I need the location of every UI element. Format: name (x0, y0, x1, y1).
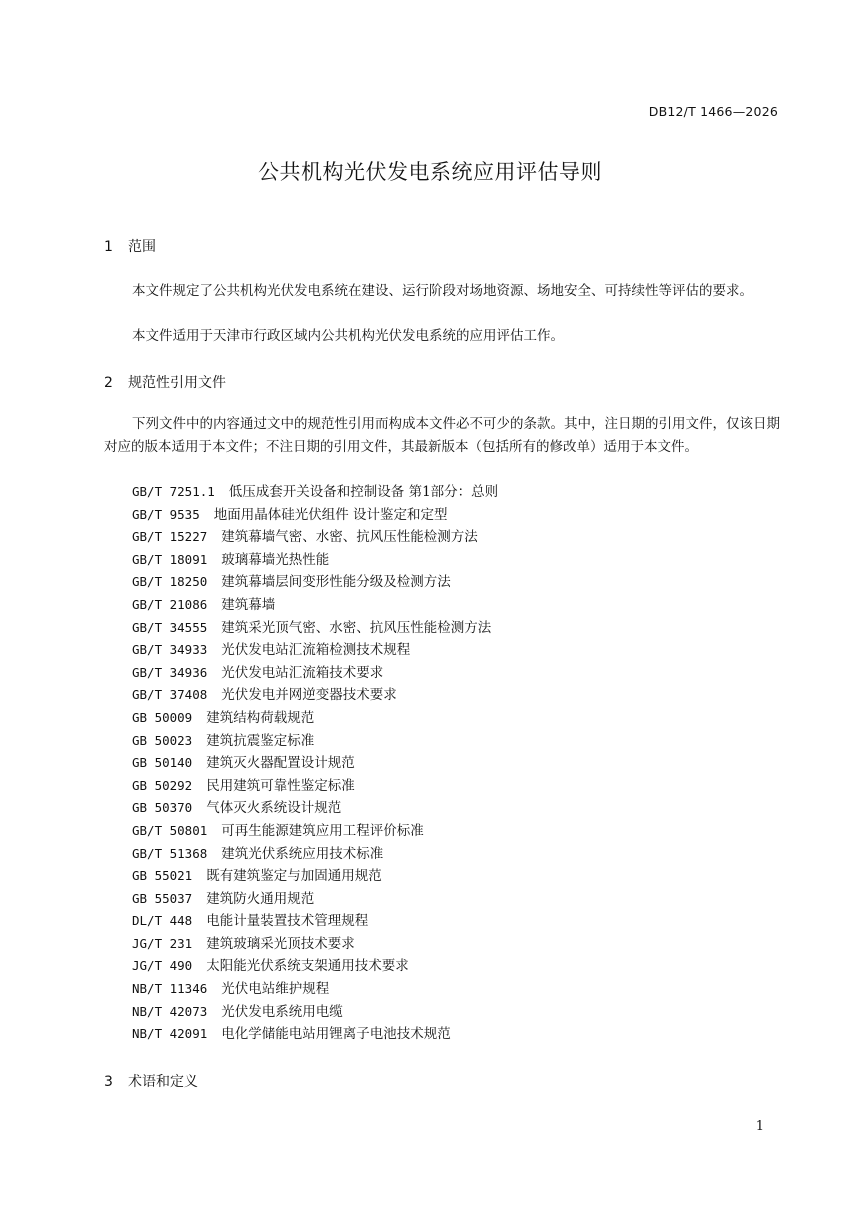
reference-title: 气体灭火系统设计规范 (206, 800, 342, 817)
reference-code: GB/T 34933 (132, 642, 208, 658)
reference-title: 地面用晶体硅光伏组件 设计鉴定和定型 (213, 506, 448, 523)
section-title: 规范性引用文件 (128, 375, 226, 391)
reference-item (132, 955, 498, 978)
reference-code: GB/T 9535 (132, 506, 200, 522)
reference-item (132, 1023, 498, 1046)
reference-code: NB/T 42091 (132, 1026, 208, 1042)
reference-title: 电能计量装置技术管理规程 (206, 913, 369, 930)
reference-item (132, 594, 498, 617)
reference-title: 民用建筑可靠性鉴定标准 (206, 777, 355, 794)
reference-code: GB/T 51368 (132, 845, 208, 861)
reference-code: GB 55037 (132, 890, 193, 906)
reference-code: GB/T 18091 (132, 551, 208, 567)
reference-code: GB/T 15227 (132, 529, 208, 545)
reference-code: GB/T 7251.1 (132, 484, 215, 499)
reference-code: GB/T 34936 (132, 664, 208, 680)
reference-item (132, 978, 498, 1001)
reference-code: GB/T 18250 (132, 574, 208, 590)
section-number: 2 (104, 375, 113, 391)
section-title: 术语和定义 (128, 1074, 198, 1090)
reference-item (132, 797, 498, 820)
reference-item (132, 639, 498, 662)
reference-code: GB 50009 (132, 709, 193, 725)
reference-title: 建筑防火通用规范 (206, 890, 315, 907)
reference-code: GB 50023 (132, 732, 193, 748)
reference-title: 建筑结构荷载规范 (206, 709, 315, 726)
reference-item (132, 910, 498, 933)
reference-title: 光伏电站维护规程 (221, 981, 330, 998)
reference-title: 既有建筑鉴定与加固通用规范 (206, 868, 382, 885)
section-heading-terms (104, 1071, 198, 1091)
reference-title: 电化学储能电站用锂离子电池技术规范 (221, 1026, 451, 1043)
document-code: DB12/T 1466—2026 (648, 104, 778, 119)
reference-list (132, 481, 498, 1046)
reference-item (132, 684, 498, 707)
reference-item (132, 504, 498, 527)
scope-paragraph-2: 本文件适用于天津市行政区域内公共机构光伏发电系统的应用评估工作。 (132, 328, 564, 344)
reference-code: JG/T 231 (132, 935, 193, 951)
reference-item (132, 865, 498, 888)
reference-item (132, 775, 498, 798)
reference-title: 建筑光伏系统应用技术标准 (221, 845, 384, 862)
reference-item (132, 730, 498, 753)
scope-paragraph-1: 本文件规定了公共机构光伏发电系统在建设、运行阶段对场地资源、场地安全、可持续性等评估的要求。 (132, 283, 753, 299)
reference-item (132, 662, 498, 685)
reference-code: GB/T 34555 (132, 619, 208, 635)
reference-item (132, 820, 498, 843)
reference-title: 建筑抗震鉴定标准 (206, 732, 315, 749)
reference-title: 可再生能源建筑应用工程评价标准 (221, 822, 424, 839)
reference-item (132, 571, 498, 594)
reference-title: 建筑幕墙气密、水密、抗风压性能检测方法 (221, 529, 478, 546)
reference-item (132, 888, 498, 911)
reference-code: GB/T 37408 (132, 687, 208, 703)
reference-title: 光伏发电系统用电缆 (221, 1003, 343, 1020)
reference-code: GB 55021 (132, 868, 193, 884)
reference-title: 光伏发电站汇流箱检测技术规程 (221, 642, 411, 659)
reference-code: JG/T 490 (132, 958, 193, 974)
reference-item (132, 933, 498, 956)
reference-code: GB/T 21086 (132, 596, 208, 612)
reference-item (132, 526, 498, 549)
reference-code: GB/T 50801 (132, 822, 208, 838)
reference-title: 玻璃幕墙光热性能 (221, 551, 330, 568)
section-heading-normative-references (104, 372, 226, 392)
reference-item (132, 843, 498, 866)
reference-item (132, 707, 498, 730)
section-heading-scope (104, 236, 156, 256)
reference-code: GB 50292 (132, 777, 193, 793)
reference-code: GB 50370 (132, 800, 193, 816)
reference-code: NB/T 11346 (132, 981, 208, 997)
reference-code: DL/T 448 (132, 913, 193, 929)
reference-title: 低压成套开关设备和控制设备 第1部分：总则 (228, 484, 499, 500)
reference-title: 光伏发电并网逆变器技术要求 (221, 687, 397, 704)
document-title: 公共机构光伏发电系统应用评估导则 (258, 160, 602, 184)
reference-code: NB/T 42073 (132, 1003, 208, 1019)
reference-title: 建筑采光顶气密、水密、抗风压性能检测方法 (221, 619, 492, 636)
reference-title: 建筑幕墙 (221, 596, 276, 613)
section-number: 1 (104, 239, 113, 255)
reference-item (132, 1001, 498, 1024)
reference-item (132, 617, 498, 640)
section-title: 范围 (128, 239, 156, 255)
reference-title: 建筑玻璃采光顶技术要求 (206, 935, 355, 952)
reference-item (132, 752, 498, 775)
reference-title: 光伏发电站汇流箱技术要求 (221, 664, 384, 681)
reference-title: 建筑灭火器配置设计规范 (206, 755, 355, 772)
section-number: 3 (104, 1074, 113, 1090)
reference-title: 建筑幕墙层间变形性能分级及检测方法 (221, 574, 451, 591)
references-intro-paragraph: 下列文件中的内容通过文中的规范性引用而构成本文件必不可少的条款。其中，注日期的引用文件，仅该日期对应的版本适用于本文件；不注日期的引用文件，其最新版本（包括所有的修改单）适用于本文件。 (104, 416, 780, 455)
page-number: 1 (755, 1119, 764, 1134)
reference-item (132, 549, 498, 572)
reference-item (132, 481, 498, 504)
reference-code: GB 50140 (132, 755, 193, 771)
reference-title: 太阳能光伏系统支架通用技术要求 (206, 958, 409, 975)
